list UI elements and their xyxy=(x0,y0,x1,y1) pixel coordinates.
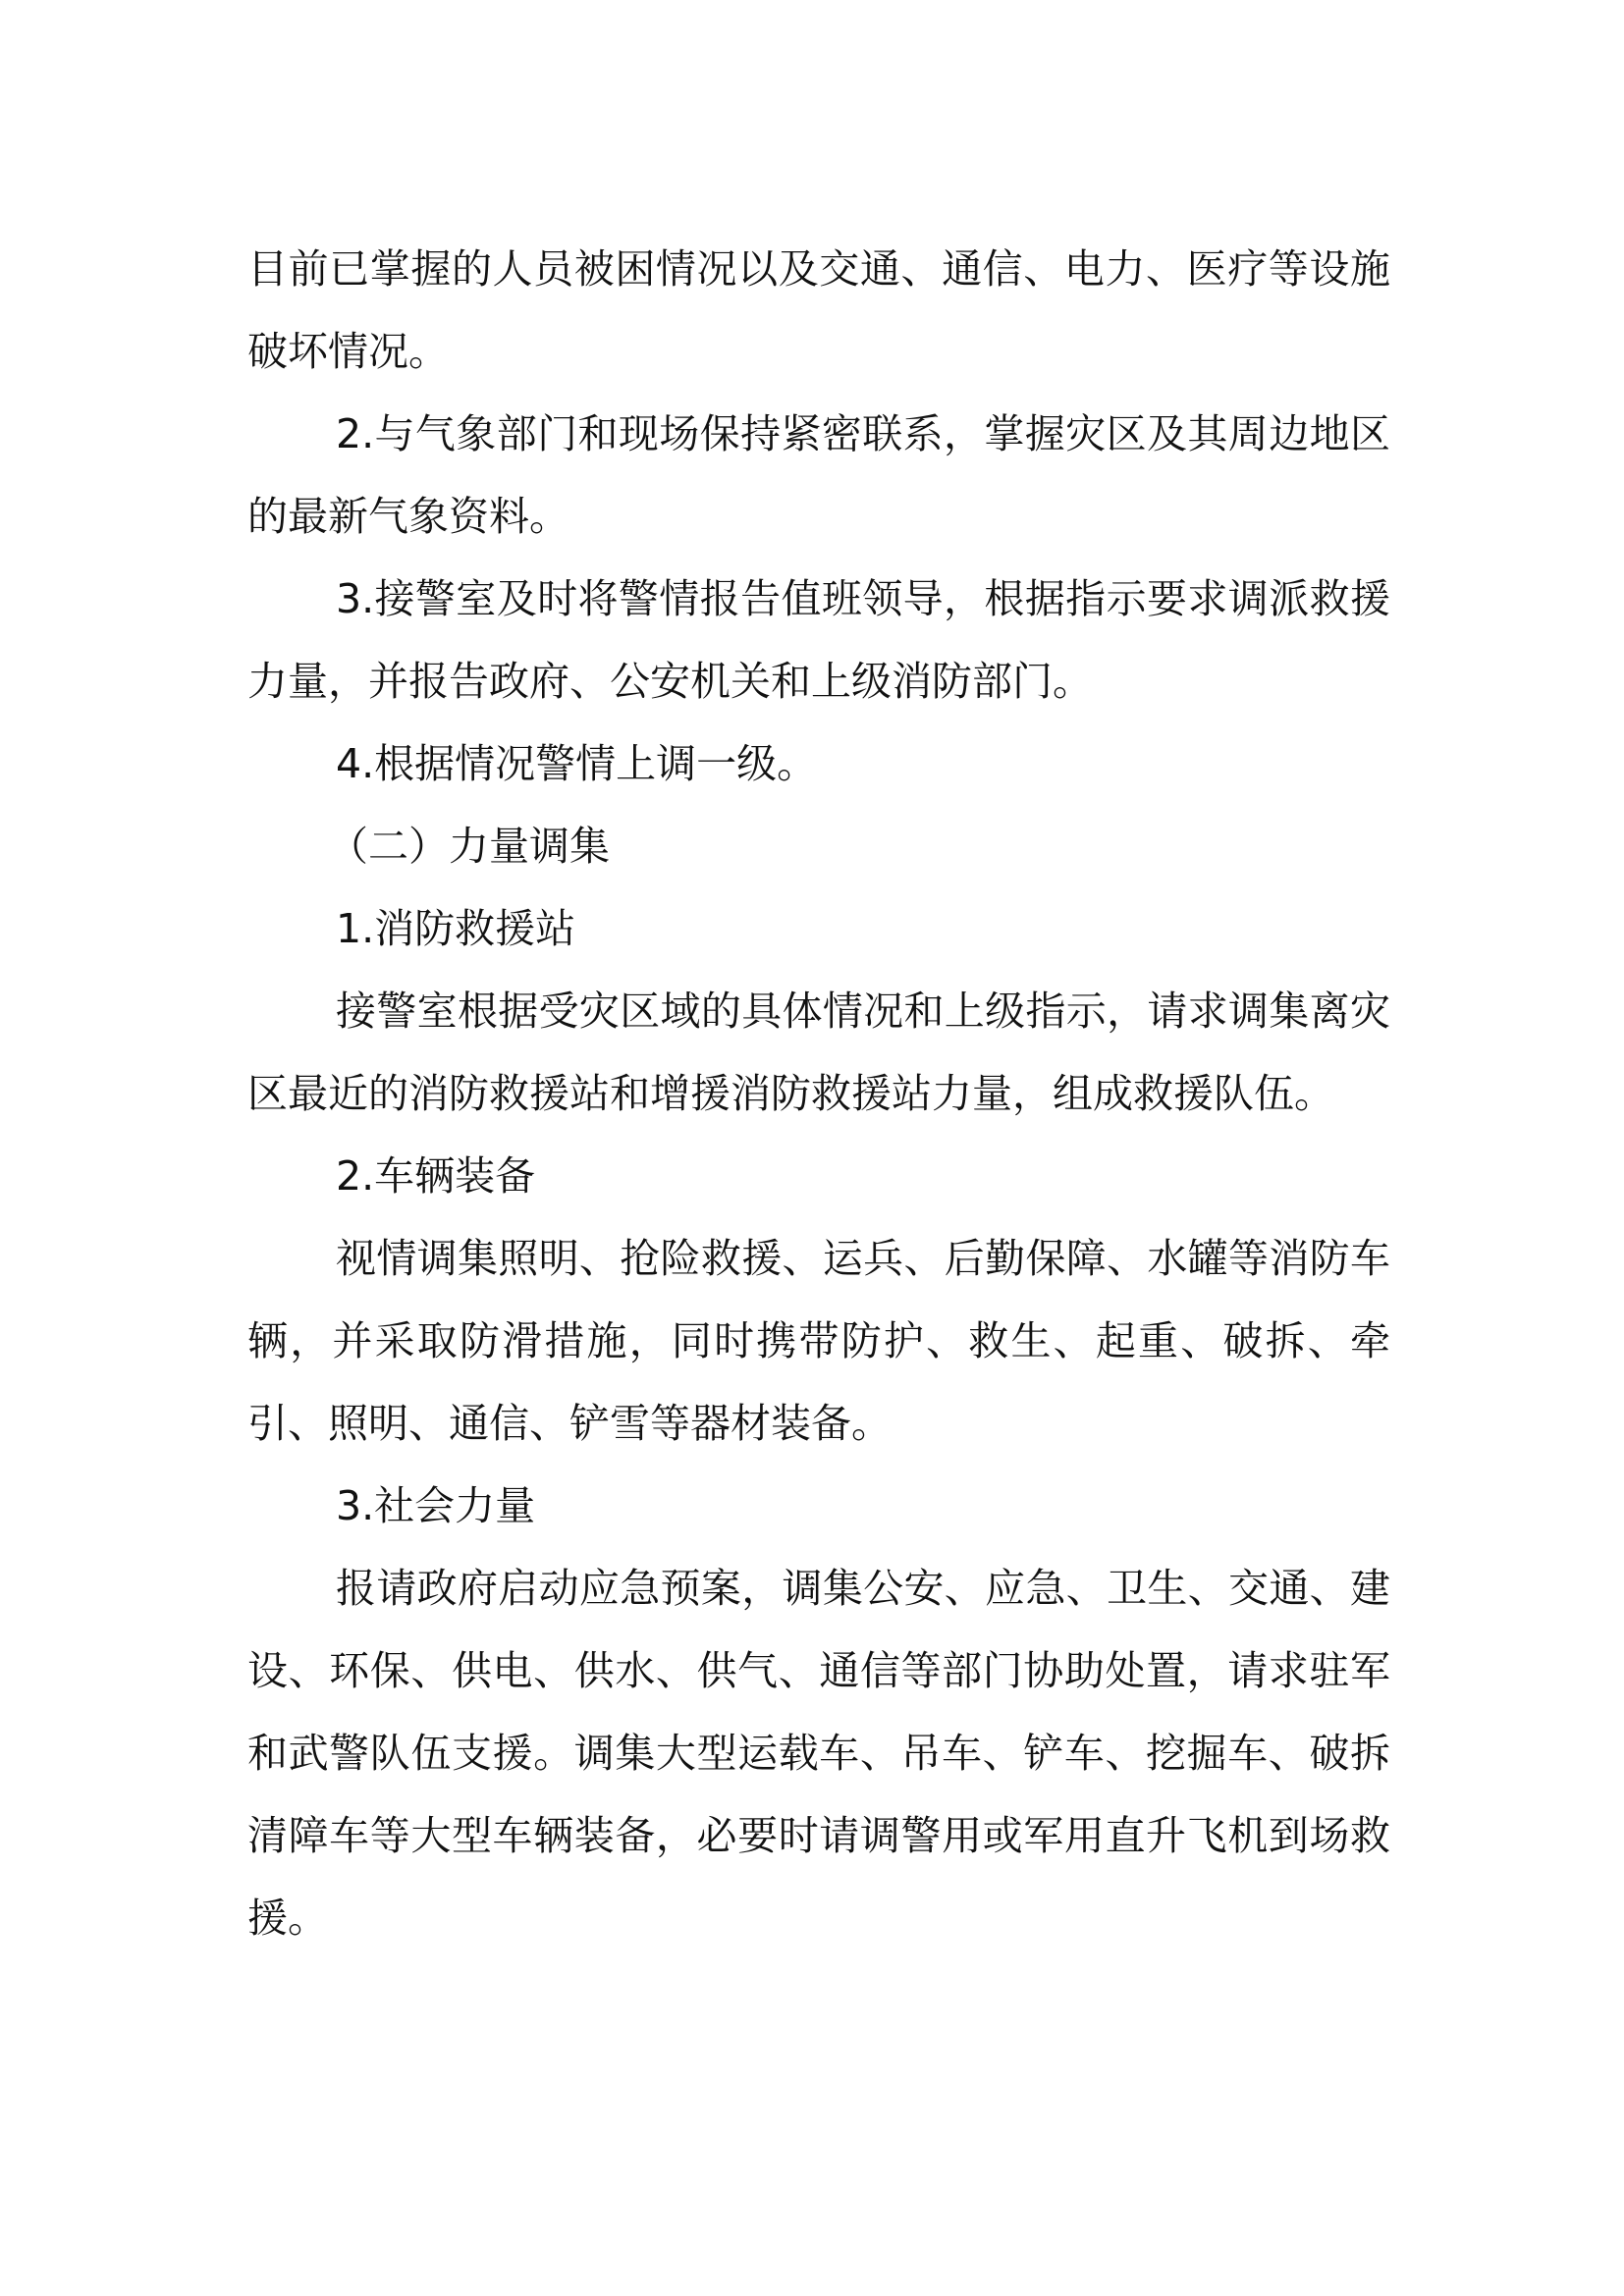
paragraph-dispatch-report: 3.接警室及时将警情报告值班领导，根据指示要求调派救援力量，并报告政府、公安机关和上级消防部门。 xyxy=(247,575,1390,705)
paragraph-continuation: 目前已掌握的人员被困情况以及交通、通信、电力、医疗等设施破坏情况。 xyxy=(247,245,1390,375)
subheading-social-forces: 3.社会力量 xyxy=(336,1482,536,1529)
subheading-vehicle-equipment: 2.车辆装备 xyxy=(336,1152,536,1200)
paragraph-alert-upgrade: 4.根据情况警情上调一级。 xyxy=(336,740,818,787)
subheading-fire-stations: 1.消防救援站 xyxy=(336,905,576,952)
paragraph-vehicle-equipment: 视情调集照明、抢险救援、运兵、后勤保障、水罐等消防车辆，并采取防滑措施，同时携带防护、救生、起重、破拆、牵引、照明、通信、铲雪等器材装备。 xyxy=(247,1235,1390,1447)
document-body xyxy=(247,228,1390,1959)
paragraph-fire-stations: 接警室根据受灾区域的具体情况和上级指示，请求调集离灾区最近的消防救援站和增援消防救援站力量，组成救援队伍。 xyxy=(247,988,1390,1117)
section-heading-force-mobilization: （二）力量调集 xyxy=(328,823,610,870)
paragraph-weather-contact: 2.与气象部门和现场保持紧密联系，掌握灾区及其周边地区的最新气象资料。 xyxy=(247,410,1390,540)
paragraph-social-forces: 报请政府启动应急预案，调集公安、应急、卫生、交通、建设、环保、供电、供水、供气、通信等部门协助处置，请求驻军和武警队伍支援。调集大型运载车、吊车、铲车、挖掘车、破拆清障车等大型车辆装备，必要时请调警用或军用直升飞机到场救援。 xyxy=(247,1565,1390,1942)
